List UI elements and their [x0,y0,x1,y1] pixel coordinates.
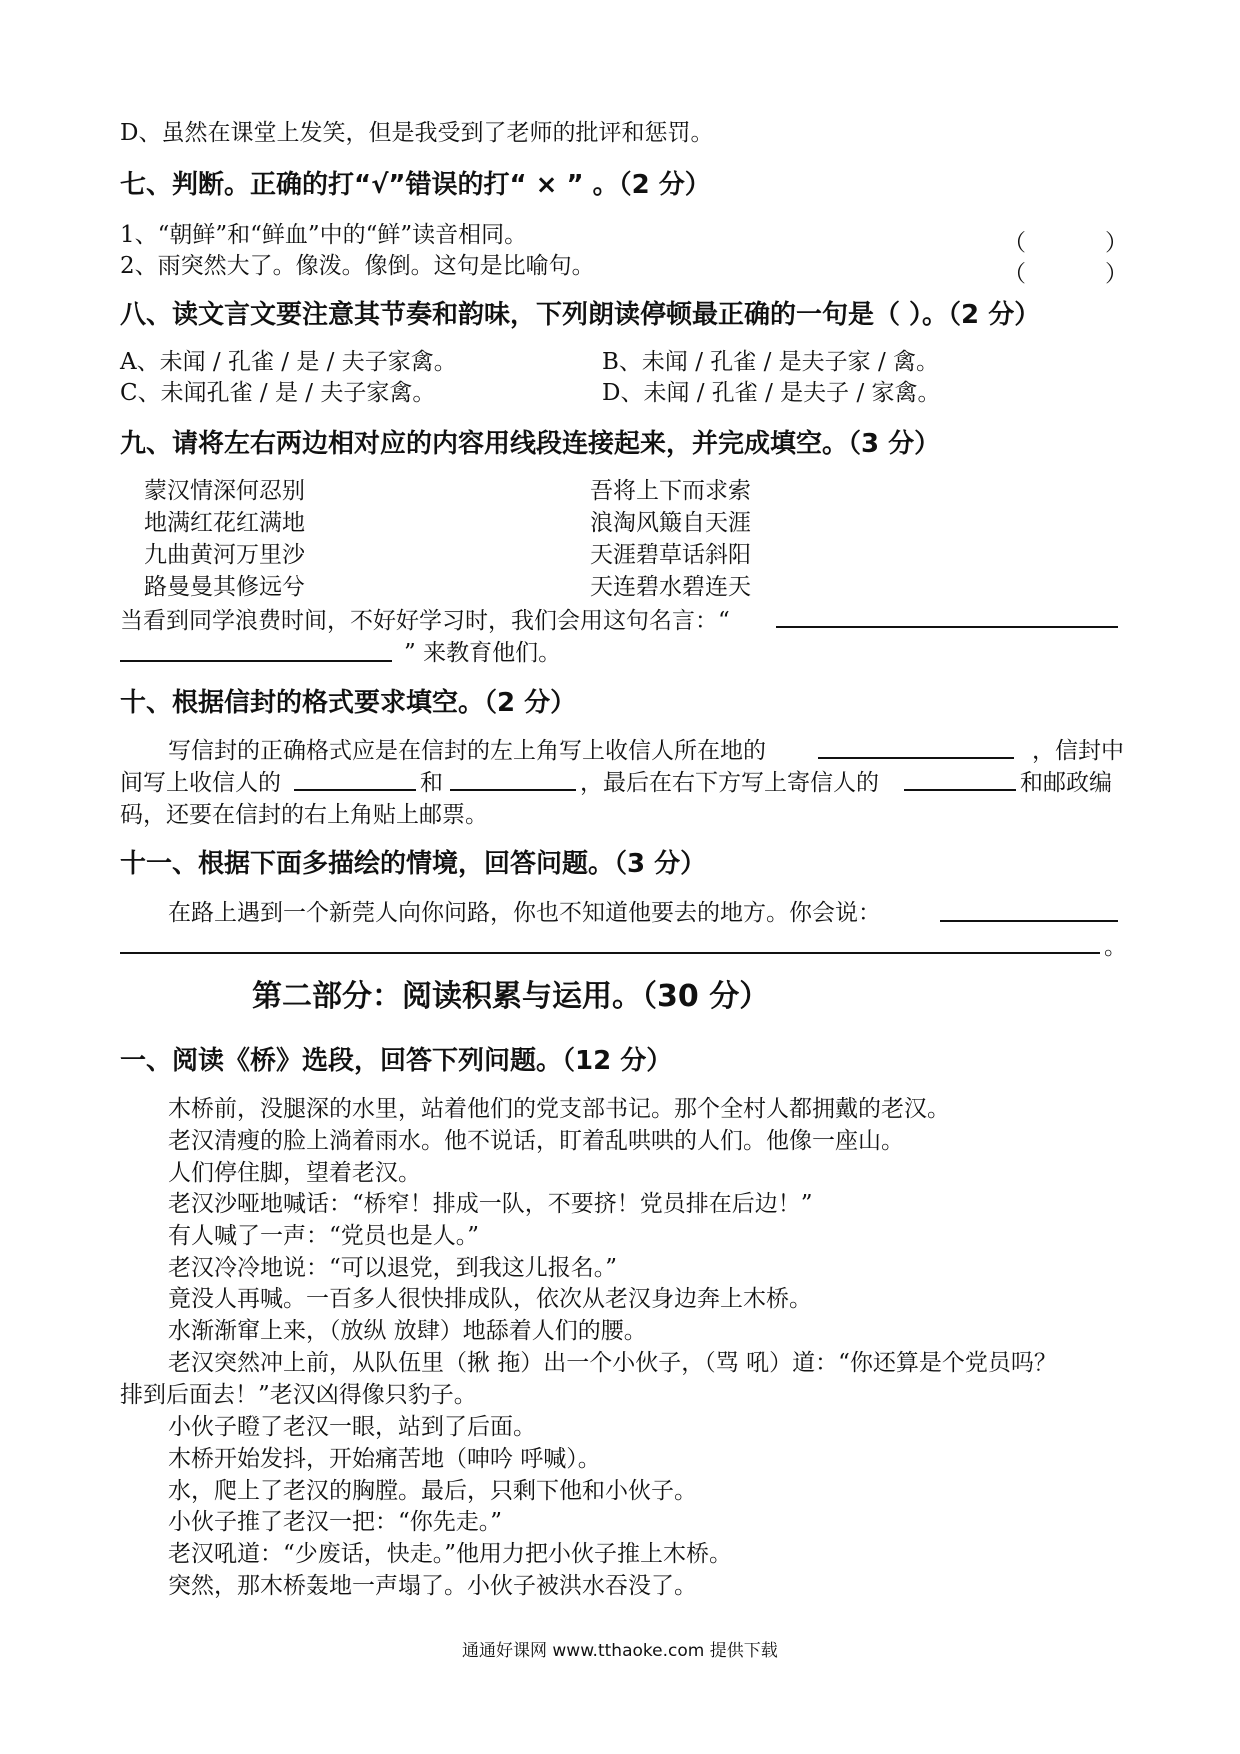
option-d-text: D、虽然在课堂上发笑，但是我受到了老师的批评和惩罚。 [120,120,714,146]
q9-right-2: 浪淘风簸自天涯 [590,510,751,536]
reading-line-15: 老汉吼道：“少废话，快走。”他用力把小伙子推上木桥。 [168,1541,733,1567]
q10-blank-recipient-name[interactable] [294,789,416,791]
q7-item-1-open-paren: （ [1003,230,1026,256]
reading-line-13: 水，爬上了老汉的胸膛。最后，只剩下他和小伙子。 [168,1478,697,1504]
reading-line-1: 木桥前，没腿深的水里，站着他们的党支部书记。那个全村人都拥戴的老汉。 [168,1096,950,1122]
reading-line-10: 排到后面去！”老汉凶得像只豹子。 [120,1382,477,1408]
reading-line-3: 人们停住脚，望着老汉。 [168,1160,421,1186]
q9-fill-prefix: 当看到同学浪费时间，不好好学习时，我们会用这句名言：“ [120,608,730,634]
q10-line2-c: ，最后在右下方写上寄信人的 [580,770,879,796]
q9-right-4: 天连碧水碧连天 [590,574,751,600]
q9-fill-suffix: ” 来教育他们。 [404,640,562,666]
q10-line2-d: 和邮政编 [1020,770,1112,796]
q10-heading: 十、根据信封的格式要求填空。（2 分） [120,688,577,718]
reading-line-5: 有人喊了一声：“党员也是人。” [168,1223,480,1249]
part2-heading: 第二部分：阅读积累与运用。（30 分） [252,979,770,1014]
reading-line-14: 小伙子推了老汉一把：“你先走。” [168,1509,503,1535]
reading-line-12: 木桥开始发抖，开始痛苦地（呻吟 呼喊）。 [168,1446,601,1472]
reading-line-9: 老汉突然冲上前，从队伍里（揪 拖）出一个小伙子，（骂 吼）道：“你还算是个党员吗？ [168,1350,1057,1376]
q8-heading: 八、读文言文要注意其节奏和韵味，下列朗读停顿最正确的一句是（ ）。（2 分） [120,300,1041,330]
q8-option-d: D、未闻 / 孔雀 / 是夫子 / 家禽。 [602,380,941,406]
q9-fill-blank-1[interactable] [776,626,1118,628]
reading-line-7: 竟没人再喊。一百多人很快排成队，依次从老汉身边奔上木桥。 [168,1286,812,1312]
q8-option-c: C、未闻孔雀 / 是 / 夫子家禽。 [120,380,436,406]
q11-end-mark: 。 [1104,934,1127,960]
q9-right-1: 吾将上下而求索 [590,478,751,504]
reading-line-8: 水渐渐窜上来，（放纵 放肆）地舔着人们的腰。 [168,1318,647,1344]
q10-line2-b: 和 [420,770,443,796]
q9-right-3: 天涯碧草话斜阳 [590,542,751,568]
q11-line1: 在路上遇到一个新莞人向你问路，你也不知道他要去的地方。你会说： [168,900,881,926]
q9-left-1: 蒙汉情深何忍别 [144,478,305,504]
reading-line-2: 老汉清瘦的脸上淌着雨水。他不说话，盯着乱哄哄的人们。他像一座山。 [168,1128,904,1154]
q9-fill-blank-2[interactable] [120,660,392,662]
q11-answer-blank-1[interactable] [940,920,1118,922]
q8-option-b: B、未闻 / 孔雀 / 是夫子家 / 禽。 [602,349,940,375]
reading-line-6: 老汉冷冷地说：“可以退党，到我这儿报名。” [168,1255,618,1281]
q7-item-1-close-paren: ） [1105,230,1128,256]
q10-blank-sender[interactable] [904,789,1016,791]
reading-heading: 一、阅读《桥》选段，回答下列问题。（12 分） [120,1046,673,1076]
q10-line1-end: ，信封中 [1032,738,1124,764]
reading-line-16: 突然，那木桥轰地一声塌了。小伙子被洪水吞没了。 [168,1573,697,1599]
q11-heading: 十一、根据下面多描绘的情境，回答问题。（3 分） [120,849,707,879]
q9-left-4: 路曼曼其修远兮 [144,574,305,600]
q7-item-2-close-paren: ） [1105,261,1128,287]
q7-item-1: 1、“朝鲜”和“鲜血”中的“鲜”读音相同。 [120,222,528,248]
q10-blank-recipient-address[interactable] [818,757,1014,759]
q8-option-a: A、未闻 / 孔雀 / 是 / 夫子家禽。 [120,349,457,375]
q9-left-2: 地满红花红满地 [144,510,305,536]
q9-heading: 九、请将左右两边相对应的内容用线段连接起来，并完成填空。（3 分） [120,429,941,459]
q10-line2-a: 间写上收信人的 [120,770,281,796]
reading-line-11: 小伙子瞪了老汉一眼，站到了后面。 [168,1414,536,1440]
q11-answer-blank-2[interactable] [120,952,1100,954]
q10-line1-text: 写信封的正确格式应是在信封的左上角写上收信人所在地的 [168,738,766,764]
page-footer: 通通好课网 www.tthaoke.com 提供下载 [462,1641,778,1661]
q10-blank-recipient-other[interactable] [450,789,576,791]
q7-heading: 七、判断。正确的打“√”错误的打“ × ” 。（2 分） [120,170,711,200]
q10-line3: 码，还要在信封的右上角贴上邮票。 [120,802,488,828]
reading-line-4: 老汉沙哑地喊话：“桥窄！排成一队，不要挤！党员排在后边！” [168,1191,813,1217]
q7-item-2: 2、雨突然大了。像泼。像倒。这句是比喻句。 [120,253,595,279]
q7-item-2-open-paren: （ [1003,261,1026,287]
q9-left-3: 九曲黄河万里沙 [144,542,305,568]
